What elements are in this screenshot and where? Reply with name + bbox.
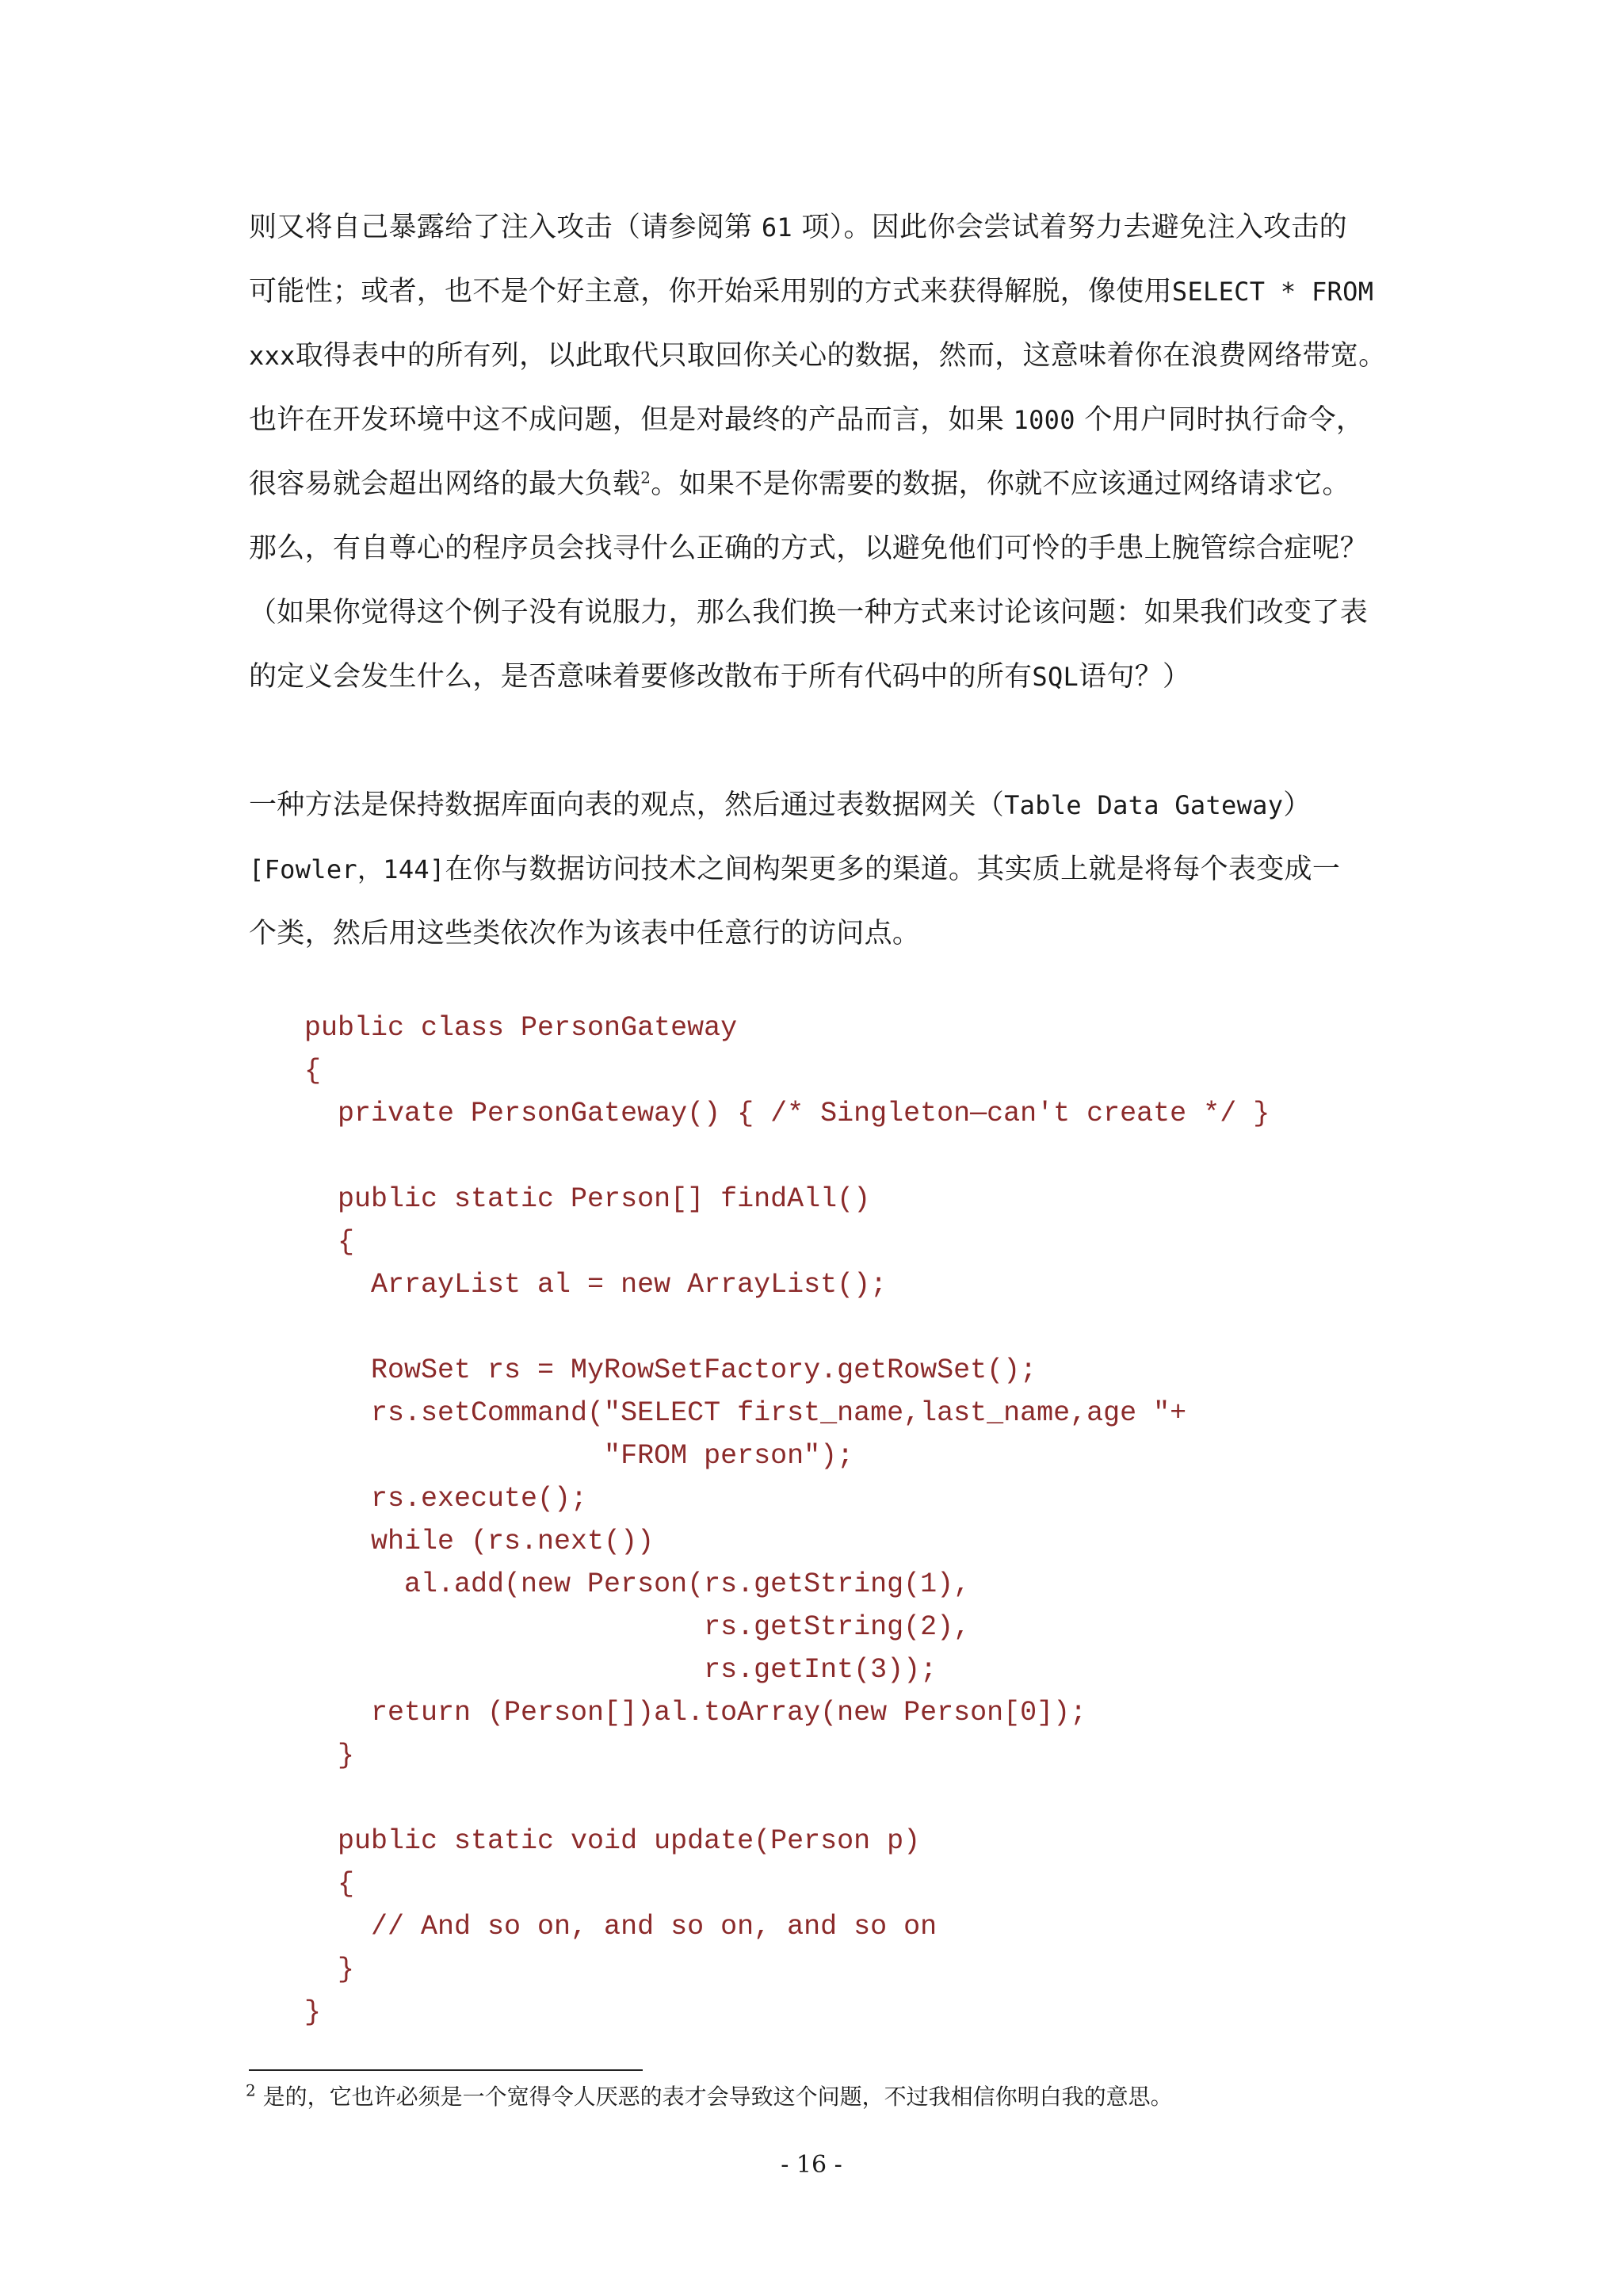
footnote-divider bbox=[249, 2069, 643, 2071]
code-line: rs.getInt(3)); bbox=[304, 1654, 938, 1686]
text-line: （如果你觉得这个例子没有说服力，那么我们换一种方式来讨论该问题：如果我们改变了表 bbox=[249, 597, 1369, 628]
code-listing bbox=[304, 1007, 1335, 2034]
code-line bbox=[304, 1777, 1335, 1820]
code-line: public static void update(Person p) bbox=[304, 1825, 921, 1857]
code-line: public static Person[] findAll() bbox=[304, 1183, 871, 1215]
code-line: } bbox=[304, 1954, 355, 1985]
footnote-text: 是的，它也许必须是一个宽得令人厌恶的表才会导致这个问题，不过我相信你明白我的意思。 bbox=[255, 2084, 1173, 2110]
code-line: while (rs.next()) bbox=[304, 1526, 655, 1557]
text-line: xxx取得表中的所有列，以此取代只取回你关心的数据，然而，这意味着你在浪费网络带宽。 bbox=[249, 340, 1387, 372]
body-paragraph-1 bbox=[249, 196, 1390, 709]
code-line bbox=[304, 1135, 1335, 1178]
text-line: 的定义会发生什么，是否意味着要修改散布于所有代码中的所有SQL语句？） bbox=[249, 661, 1191, 693]
text-line: [Fowler，144]在你与数据访问技术之间构架更多的渠道。其实质上就是将每个表变成一 bbox=[249, 854, 1341, 885]
page-number: - 16 - bbox=[781, 2151, 842, 2179]
code-line: al.add(new Person(rs.getString(1), bbox=[304, 1568, 971, 1600]
code-line: ArrayList al = new ArrayList(); bbox=[304, 1269, 888, 1301]
text-line: 很容易就会超出网络的最大负载$^2$。如果不是你需要的数据，你就不应该通过网络请求它。 bbox=[249, 468, 1350, 500]
code-line: private PersonGateway() { /* Singleton—can't create */ } bbox=[304, 1098, 1270, 1129]
text-line: 可能性；或者，也不是个好主意，你开始采用别的方式来获得解脱，像使用SELECT * FROM bbox=[249, 276, 1374, 308]
body-paragraph-2 bbox=[249, 774, 1390, 966]
code-line: rs.getString(2), bbox=[304, 1611, 971, 1643]
code-line bbox=[304, 1306, 1335, 1349]
code-line: rs.execute(); bbox=[304, 1483, 588, 1515]
code-line: return (Person[])al.toArray(new Person[0]); bbox=[304, 1697, 1087, 1729]
code-line: } bbox=[304, 1740, 355, 1771]
text-line: 则又将自己暴露给了注入攻击（请参阅第 61 项）。因此你会尝试着努力去避免注入攻击的 bbox=[249, 212, 1347, 243]
footnote-reference[interactable]: 2 bbox=[640, 468, 651, 487]
code-line: // And so on, and so on, and so on bbox=[304, 1911, 938, 1943]
text-line: 那么，有自尊心的程序员会找寻什么正确的方式，以避免他们可怜的手患上腕管综合症呢？ bbox=[249, 533, 1369, 564]
code-line: "FROM person"); bbox=[304, 1440, 854, 1472]
footnote bbox=[246, 2081, 1173, 2113]
text-line: 个类，然后用这些类依次作为该表中任意行的访问点。 bbox=[249, 918, 921, 949]
code-line: { bbox=[304, 1055, 322, 1087]
code-line: RowSet rs = MyRowSetFactory.getRowSet(); bbox=[304, 1354, 1037, 1386]
text-line: 一种方法是保持数据库面向表的观点，然后通过表数据网关（Table Data Gateway） bbox=[249, 789, 1312, 821]
code-line: public class PersonGateway bbox=[304, 1012, 738, 1044]
code-line: { bbox=[304, 1868, 355, 1900]
code-line: } bbox=[304, 1996, 322, 2028]
footnote-marker: 2 bbox=[246, 2080, 256, 2100]
code-line: { bbox=[304, 1226, 355, 1258]
code-line: rs.setCommand("SELECT first_name,last_name,age "+ bbox=[304, 1397, 1187, 1429]
text-line: 也许在开发环境中这不成问题，但是对最终的产品而言，如果 1000 个用户同时执行命令， bbox=[249, 404, 1365, 436]
